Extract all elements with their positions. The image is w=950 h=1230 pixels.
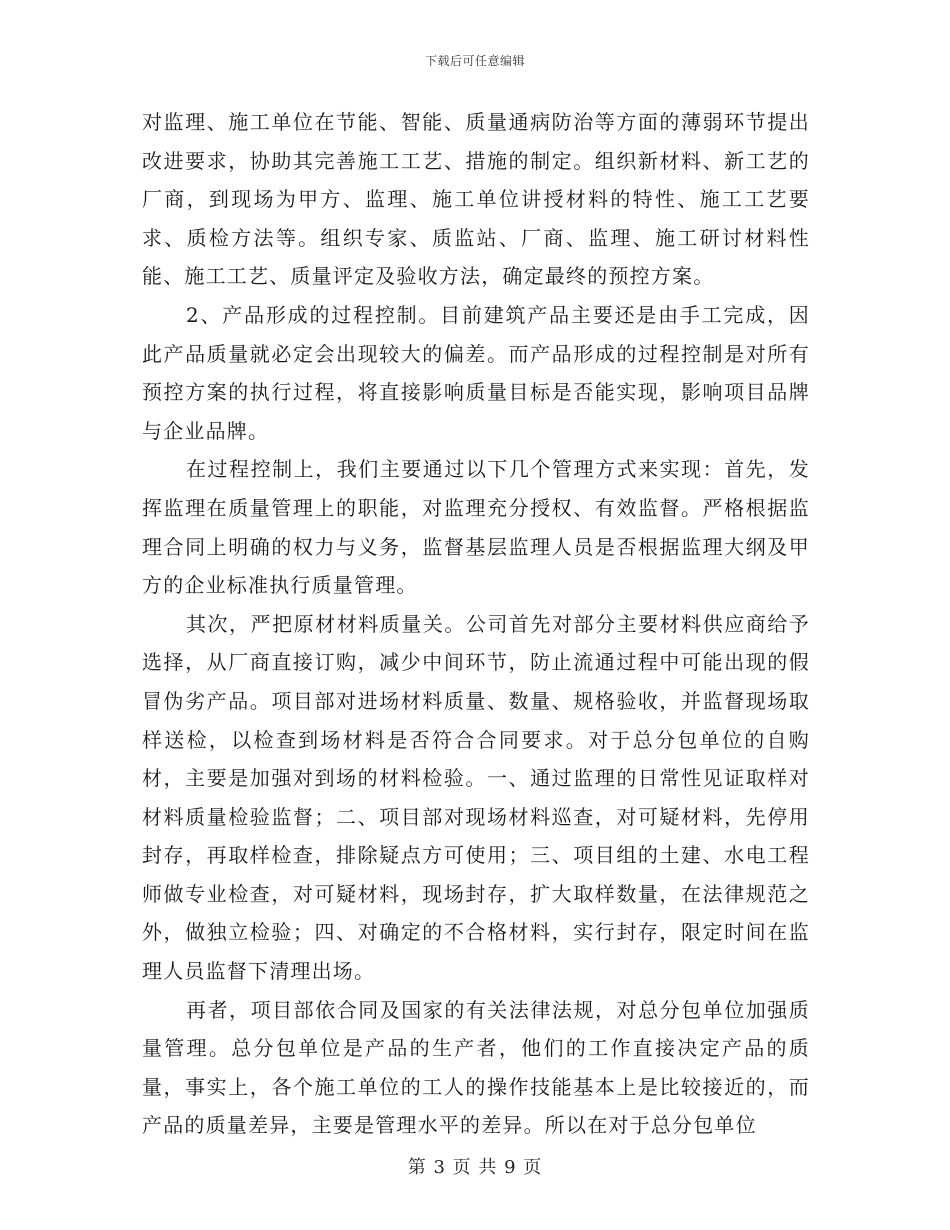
paragraph-4: 其次，严把原材材料质量关。公司首先对部分主要材料供应商给予选择，从厂商直接订购，减少中间环节，防止流通过程中可能出现的假冒伪劣产品。项目部对进场材料质量、数量、规格验收，并监督现场取样送检，以检查到场材料是否符合合同要求。对于总分包单位的自购材，主要是加强对到场的材料检验。一、通过监理的日常性见证取样对材料质量检验监督；二、项目部对现场材料巡查，对可疑材料，先停用封存，再取样检查，排除疑点方可使用；三、项目组的土建、水电工程师做专业检查，对可疑材料，现场封存，扩大取样数量，在法律规范之外，做独立检验；四、对确定的不合格材料，实行封存，限定时间在监理人员监督下清理出场。 bbox=[142, 611, 810, 984]
document-body bbox=[142, 103, 810, 1145]
page-header: 下载后可任意编辑 bbox=[424, 54, 525, 68]
paragraph-1: 对监理、施工单位在节能、智能、质量通病防治等方面的薄弱环节提出改进要求，协助其完善施工工艺、措施的制定。组织新材料、新工艺的厂商，到现场为甲方、监理、施工单位讲授材料的特性、施工工艺要求、质检方法等。组织专家、质监站、厂商、监理、施工研讨材料性能、施工工艺、质量评定及验收方法，确定最终的预控方案。 bbox=[142, 110, 810, 289]
page-number-footer: 第 3 页 共 9 页 bbox=[407, 1157, 543, 1178]
paragraph-3: 在过程控制上，我们主要通过以下几个管理方式来实现：首先，发挥监理在质量管理上的职能，对监理充分授权、有效监督。严格根据监理合同上明确的权力与义务，监督基层监理人员是否根据监理大纲及甲方的企业标准执行质量管理。 bbox=[142, 457, 810, 598]
paragraph-5: 再者，项目部依合同及国家的有关法律法规，对总分包单位加强质量管理。总分包单位是产品的生产者，他们的工作直接决定产品的质量，事实上，各个施工单位的工人的操作技能基本上是比较接近的，而产品的质量差异，主要是管理水平的差异。所以在对于总分包单位 bbox=[142, 997, 810, 1138]
paragraph-2: 2、产品形成的过程控制。目前建筑产品主要还是由手工完成，因此产品质量就必定会出现较大的偏差。而产品形成的过程控制是对所有预控方案的执行过程，将直接影响质量目标是否能实现，影响项目品牌与企业品牌。 bbox=[142, 302, 810, 443]
